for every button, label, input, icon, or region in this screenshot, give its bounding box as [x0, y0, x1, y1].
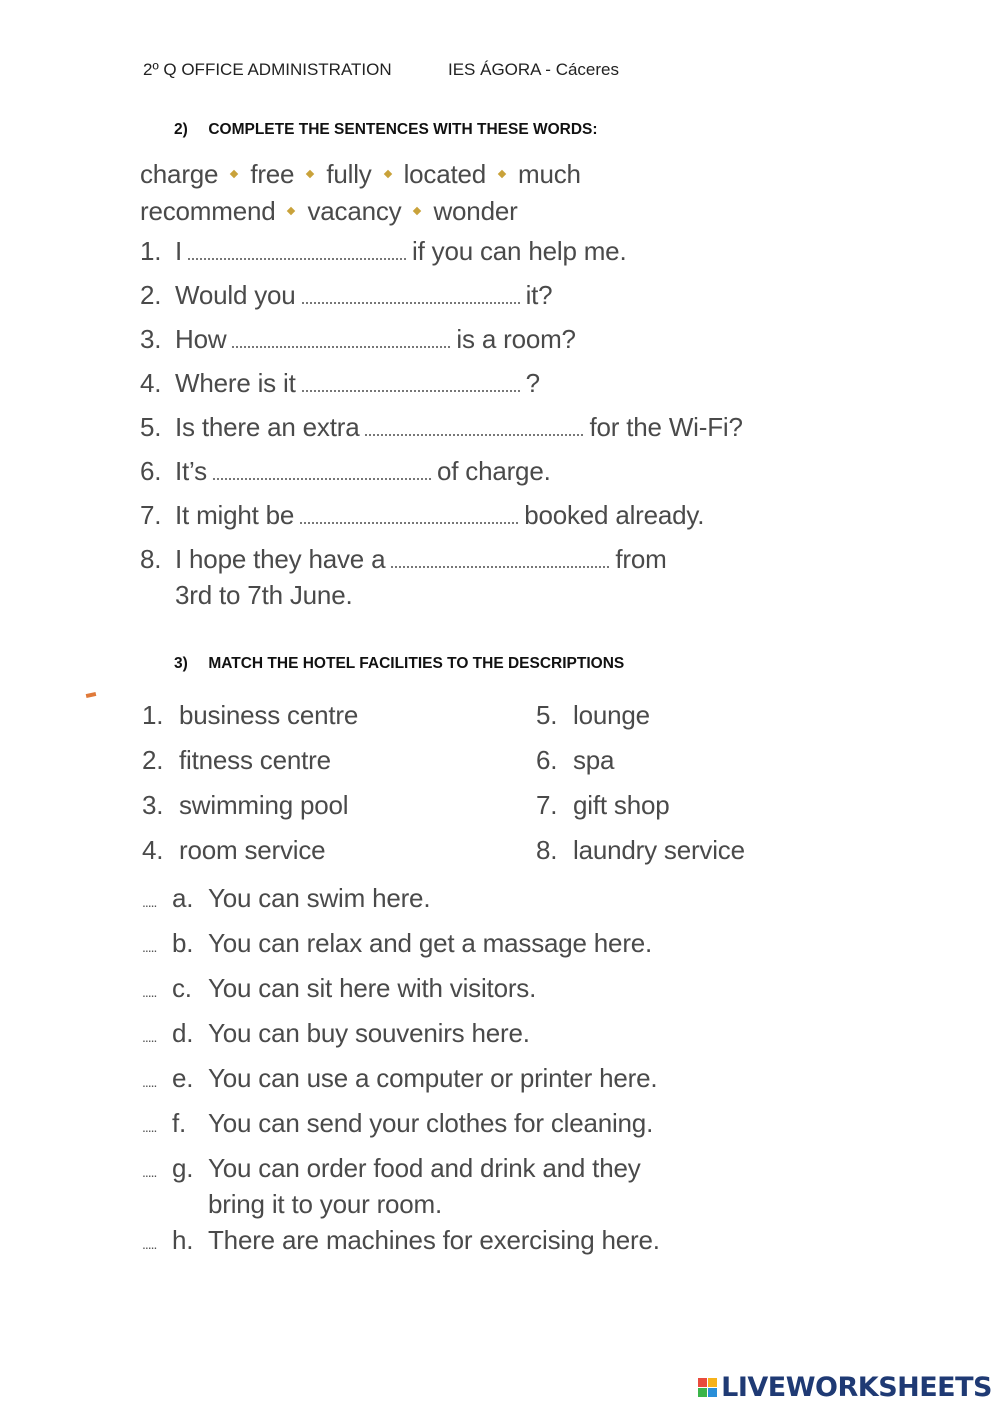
facility-label: gift shop	[573, 790, 670, 820]
word: free	[250, 159, 295, 189]
sentence-number: 8.	[140, 544, 162, 574]
sentence-5	[140, 412, 743, 456]
facility-item	[142, 700, 536, 745]
sentence-end: of charge.	[436, 456, 551, 486]
answer-blank[interactable]: .....	[142, 1119, 157, 1135]
sentence-end: from	[615, 544, 667, 574]
facility-number: 2.	[142, 745, 164, 775]
description-text: You can swim here.	[208, 883, 431, 913]
facility-item	[536, 700, 796, 745]
description-text: You can use a computer or printer here.	[208, 1063, 658, 1093]
description-item	[142, 880, 660, 925]
sentence-start: I	[175, 236, 183, 266]
description-text-line-2: bring it to your room.	[208, 1189, 443, 1219]
facility-item	[536, 835, 796, 880]
school-label: IES ÁGORA - Cáceres	[448, 60, 619, 79]
logo-icon	[698, 1378, 717, 1397]
description-list	[142, 880, 660, 1267]
answer-blank[interactable]	[302, 372, 520, 392]
separator-diamond-icon	[306, 170, 314, 178]
facility-item	[142, 835, 536, 880]
description-item	[142, 970, 660, 1015]
sentence-end: is a room?	[456, 324, 576, 354]
word: recommend	[140, 196, 276, 226]
description-letter: g.	[172, 1153, 194, 1183]
description-letter: e.	[172, 1063, 194, 1093]
logo-text: LIVEWORKSHEETS	[721, 1372, 992, 1403]
facility-number: 1.	[142, 700, 164, 730]
facility-label: laundry service	[573, 835, 745, 865]
word-bank-row-1	[140, 156, 581, 193]
sentence-list	[140, 236, 743, 611]
description-item	[142, 1222, 660, 1267]
word: wonder	[433, 196, 518, 226]
description-item	[142, 1105, 660, 1150]
logo-square-yellow	[708, 1378, 717, 1387]
description-letter: f.	[172, 1108, 187, 1138]
separator-diamond-icon	[230, 170, 238, 178]
description-letter: a.	[172, 883, 194, 913]
facility-label: fitness centre	[179, 745, 331, 775]
word: fully	[326, 159, 372, 189]
sentence-end: ?	[525, 368, 540, 398]
answer-blank[interactable]	[188, 240, 406, 260]
description-letter: c.	[172, 973, 192, 1003]
description-letter: b.	[172, 928, 194, 958]
sentence-start: Where is it	[175, 368, 296, 398]
description-text: There are machines for exercising here.	[208, 1225, 660, 1255]
sentence-end: for the Wi-Fi?	[589, 412, 743, 442]
sentence-number: 4.	[140, 368, 162, 398]
facility-number: 4.	[142, 835, 164, 865]
separator-diamond-icon	[287, 207, 295, 215]
facility-number: 3.	[142, 790, 164, 820]
sentence-4	[140, 368, 743, 412]
sentence-end: booked already.	[524, 500, 705, 530]
sentence-number: 2.	[140, 280, 162, 310]
sentence-start: It’s	[175, 456, 207, 486]
description-item	[142, 925, 660, 970]
answer-blank[interactable]	[391, 548, 609, 568]
sentence-6	[140, 456, 743, 500]
answer-blank[interactable]	[213, 460, 431, 480]
section-2-title	[174, 121, 598, 139]
sentence-start: How	[175, 324, 227, 354]
facility-number: 8.	[536, 835, 558, 865]
facility-label: swimming pool	[179, 790, 349, 820]
answer-blank[interactable]	[232, 328, 450, 348]
description-text: You can buy souvenirs here.	[208, 1018, 530, 1048]
sentence-number: 7.	[140, 500, 162, 530]
description-item	[142, 1060, 660, 1105]
separator-diamond-icon	[498, 170, 506, 178]
description-text: You can send your clothes for cleaning.	[208, 1108, 654, 1138]
sentence-number: 1.	[140, 236, 162, 266]
scan-mark	[86, 692, 97, 698]
facility-label: room service	[179, 835, 326, 865]
section-3-number: 3)	[174, 655, 188, 672]
word-bank	[140, 156, 581, 230]
description-item	[142, 1150, 660, 1222]
sentence-continuation: 3rd to 7th June.	[175, 580, 353, 610]
sentence-number: 6.	[140, 456, 162, 486]
sentence-number: 3.	[140, 324, 162, 354]
liveworksheets-logo[interactable]	[698, 1372, 992, 1403]
separator-diamond-icon	[413, 207, 421, 215]
answer-blank[interactable]: .....	[142, 1074, 157, 1090]
answer-blank[interactable]: .....	[142, 1164, 157, 1180]
answer-blank[interactable]: .....	[142, 1236, 157, 1252]
facility-item	[536, 790, 796, 835]
description-letter: h.	[172, 1225, 194, 1255]
course-label: 2º Q OFFICE ADMINISTRATION	[143, 60, 392, 79]
answer-blank[interactable]: .....	[142, 984, 157, 1000]
separator-diamond-icon	[383, 170, 391, 178]
section-2-heading: COMPLETE THE SENTENCES WITH THESE WORDS:	[208, 121, 598, 138]
section-2-number: 2)	[174, 121, 188, 138]
sentence-3	[140, 324, 743, 368]
logo-square-red	[698, 1378, 707, 1387]
sentence-end: it?	[525, 280, 553, 310]
sentence-start: I hope they have a	[175, 544, 386, 574]
description-text-line-1: You can order food and drink and they	[208, 1153, 641, 1183]
sentence-end: if you can help me.	[412, 236, 627, 266]
word: located	[403, 159, 487, 189]
sentence-1	[140, 236, 743, 280]
answer-blank[interactable]: .....	[142, 894, 157, 910]
word: vacancy	[307, 196, 402, 226]
section-3-heading: MATCH THE HOTEL FACILITIES TO THE DESCRIPTIONS	[208, 655, 625, 672]
description-item	[142, 1015, 660, 1060]
sentence-start: Would you	[175, 280, 296, 310]
sentence-7	[140, 500, 743, 544]
facility-item	[536, 745, 796, 790]
facility-item	[142, 745, 536, 790]
facility-label: spa	[573, 745, 615, 775]
section-3-title	[174, 655, 624, 673]
facility-label: business centre	[179, 700, 359, 730]
facility-number: 6.	[536, 745, 558, 775]
logo-square-blue	[708, 1388, 717, 1397]
answer-blank[interactable]	[302, 284, 520, 304]
word: charge	[140, 159, 219, 189]
facility-item	[142, 790, 536, 835]
facility-number: 7.	[536, 790, 558, 820]
word: much	[518, 159, 581, 189]
word-bank-row-2	[140, 193, 581, 230]
answer-blank[interactable]	[365, 416, 583, 436]
facility-list	[142, 700, 802, 880]
sentence-2	[140, 280, 743, 324]
facility-label: lounge	[573, 700, 650, 730]
answer-blank[interactable]: .....	[142, 939, 157, 955]
description-letter: d.	[172, 1018, 194, 1048]
sentence-start: Is there an extra	[175, 412, 360, 442]
sentence-8	[140, 544, 743, 611]
description-text: You can sit here with visitors.	[208, 973, 537, 1003]
sentence-number: 5.	[140, 412, 162, 442]
answer-blank[interactable]	[300, 504, 518, 524]
description-text	[208, 1150, 641, 1222]
facility-number: 5.	[536, 700, 558, 730]
description-text: You can relax and get a massage here.	[208, 928, 653, 958]
logo-square-green	[698, 1388, 707, 1397]
answer-blank[interactable]: .....	[142, 1029, 157, 1045]
sentence-start: It might be	[175, 500, 295, 530]
